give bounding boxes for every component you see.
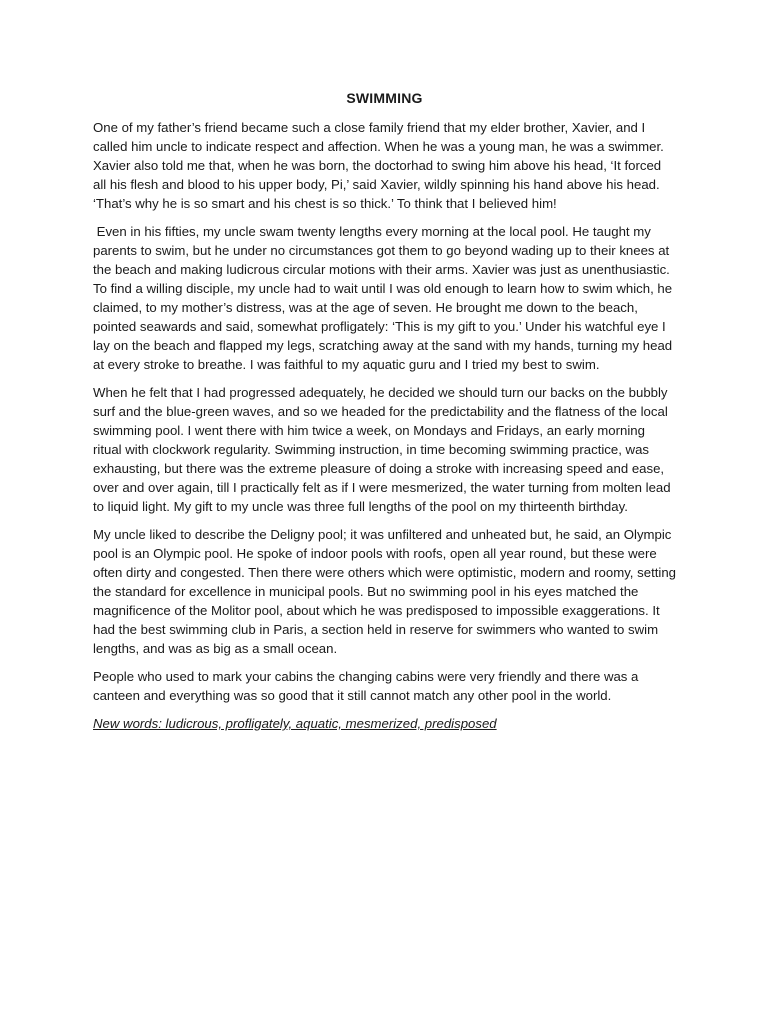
paragraph-2: Even in his fifties, my uncle swam twenty lengths every morning at the local pool. He taught my parents to swim, but he under no circumstances got them to go beyond wading up to their knees at the beach and making ludicrous circular motions with their arms. Xavier was just as unenthusiastic. To find a willing disciple, my uncle had to wait until I was old enough to learn how to swim which, he claimed, to my mother’s distress, was at the age of seven. He brought me down to the beach, pointed seawards and said, somewhat profligately: ‘This is my gift to you.’ Under his watchful eye I lay on the beach and flapped my legs, scratching away at the sand with my hands, turning my head at every stroke to breathe. I was faithful to my aquatic guru and I tried my best to swim. [93,224,676,372]
paragraph-1: One of my father’s friend became such a close family friend that my elder brother, Xavier, and I called him uncle to indicate respect and affection. When he was a young man, he was a swimmer. Xavier also told me that, when he was born, the doctorhad to swing him above his head, ‘It forced all his flesh and blood to his upper body, Pi,’ said Xavier, wildly spinning his hand above his head. ‘That’s why he is so smart and his chest is so thick.’ To think that I believed him! [93,120,664,211]
paragraph-5: People who used to mark your cabins the changing cabins were very friendly and there was a canteen and everything was so good that it still cannot match any other pool in the world. [93,669,639,703]
document-title: SWIMMING [346,90,423,106]
paragraph-3: When he felt that I had progressed adequately, he decided we should turn our backs on the bubbly surf and the blue-green waves, and so we headed for the predictability and the flatness of the local swimming pool. I went there with him twice a week, on Mondays and Fridays, an early morning ritual with clockwork regularity. Swimming instruction, in time becoming swimming practice, was exhausting, but there was the extreme pleasure of doing a stroke with increasing speed and ease, over and over again, till I practically felt as if I were mesmerized, the water turning from molten lead to liquid light. My gift to my uncle was three full lengths of the pool on my thirteenth birthday. [93,385,671,514]
paragraph-4: My uncle liked to describe the Deligny pool; it was unfiltered and unheated but, he said, an Olympic pool is an Olympic pool. He spoke of indoor pools with roofs, open all year round, but these were often dirty and congested. Then there were others which were optimistic, modern and roomy, setting the standard for excellence in municipal pools. But no swimming pool in his eyes matched the magnificence of the Molitor pool, about which he was predisposed to impossible exaggerations. It had the best swimming club in Paris, a section held in reserve for swimmers who wanted to swim lengths, and was as big as a small ocean. [93,527,676,656]
document-page [93,88,676,733]
new-words-line: New words: ludicrous, profligately, aquatic, mesmerized, predisposed [93,716,497,731]
